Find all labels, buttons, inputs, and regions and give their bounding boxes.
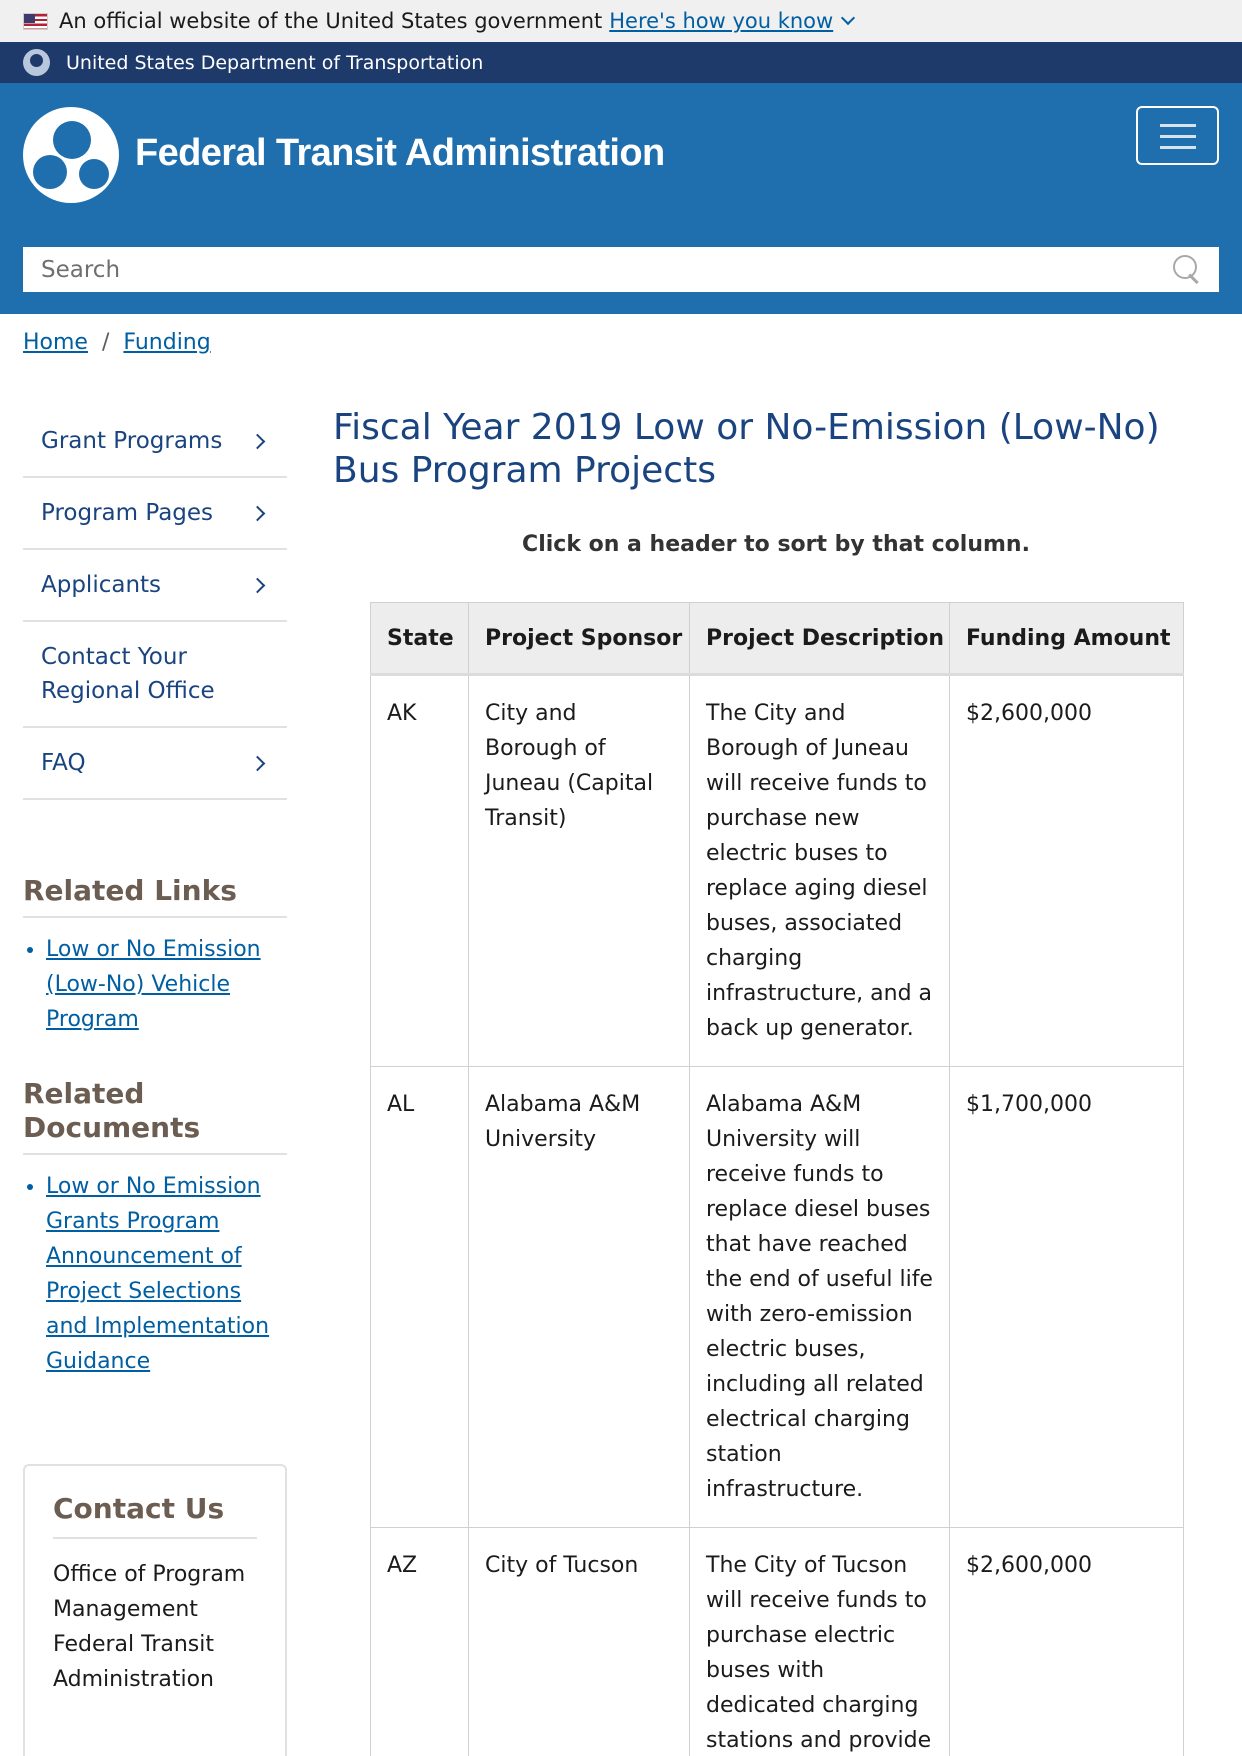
cell-state: AZ: [371, 1528, 469, 1756]
cell-amount: $2,600,000: [950, 675, 1184, 1067]
list-item: [46, 932, 287, 1037]
contact-us-box: [23, 1464, 287, 1756]
sidebar-item-faq[interactable]: [23, 728, 287, 800]
chevron-right-icon: [250, 434, 266, 450]
cell-sponsor: Alabama A&M University: [469, 1067, 690, 1528]
us-flag-icon: [23, 13, 48, 30]
table-row: [371, 1067, 1184, 1528]
chevron-right-icon: [250, 578, 266, 594]
search-icon[interactable]: [1173, 255, 1201, 285]
site-header: [0, 83, 1242, 314]
cell-amount: $1,700,000: [950, 1067, 1184, 1528]
contact-us-heading: Contact Us: [53, 1492, 257, 1539]
dot-bar: [0, 42, 1242, 83]
sidebar-item-label: Grant Programs: [41, 428, 223, 454]
gov-banner: [0, 0, 1242, 42]
sidebar-item-contact-regional-office[interactable]: [23, 622, 287, 728]
breadcrumb-home[interactable]: Home: [23, 330, 88, 355]
cell-sponsor: City of Tucson: [469, 1528, 690, 1756]
table-row: [371, 1528, 1184, 1756]
cell-state: AK: [371, 675, 469, 1067]
contact-agency: Federal Transit Administration: [53, 1632, 214, 1692]
fta-logo-icon[interactable]: [23, 107, 119, 203]
sidebar-item-label: Applicants: [41, 572, 162, 598]
list-item: [46, 1169, 287, 1379]
chevron-right-icon: [250, 756, 266, 772]
dot-bar-text[interactable]: United States Department of Transportation: [66, 51, 484, 74]
sort-hint: Click on a header to sort by that column.: [522, 532, 1030, 557]
sidebar-item-label: FAQ: [41, 750, 86, 776]
header-project-description[interactable]: Project Description: [690, 603, 950, 675]
header-state[interactable]: State: [371, 603, 469, 675]
contact-office: Office of Program Management: [53, 1562, 246, 1622]
related-link-low-no-program[interactable]: Low or No Emission (Low-No) Vehicle Program: [46, 937, 261, 1032]
related-links-heading: Related Links: [23, 874, 287, 918]
related-documents-list: [23, 1169, 287, 1379]
sidebar-item-program-pages[interactable]: [23, 478, 287, 550]
cell-sponsor: City and Borough of Juneau (Capital Transit): [469, 675, 690, 1067]
projects-table: [370, 602, 1184, 1756]
related-document-announcement[interactable]: Low or No Emission Grants Program Announcement of Project Selections and Implementation Guidance: [46, 1174, 270, 1374]
cell-description: The City and Borough of Juneau will receive funds to purchase new electric buses to replace aging diesel buses, associated charging infrastructure, and a back up generator.: [690, 675, 950, 1067]
site-title[interactable]: Federal Transit Administration: [135, 132, 665, 174]
table-header-row: [371, 603, 1184, 675]
table-row: [371, 675, 1184, 1067]
cell-state: AL: [371, 1067, 469, 1528]
heres-how-you-know-link[interactable]: Here's how you know: [609, 9, 834, 33]
breadcrumb-funding[interactable]: Funding: [123, 330, 211, 355]
sidebar-nav: [23, 406, 287, 1379]
sidebar-item-grant-programs[interactable]: [23, 406, 287, 478]
cell-description: The City of Tucson will receive funds to purchase electric buses with dedicated charging stations and provide: [690, 1528, 950, 1756]
chevron-down-icon[interactable]: [841, 11, 855, 25]
contact-us-body: [53, 1557, 257, 1697]
related-documents-heading: Related Documents: [23, 1077, 287, 1155]
related-links-list: [23, 932, 287, 1037]
breadcrumb: [23, 330, 211, 355]
hamburger-icon: [1160, 124, 1196, 127]
menu-button[interactable]: [1136, 106, 1219, 165]
header-project-sponsor[interactable]: Project Sponsor: [469, 603, 690, 675]
breadcrumb-separator: /: [101, 330, 110, 355]
sidebar-item-label: Contact Your Regional Office: [41, 644, 215, 704]
gov-banner-text: An official website of the United States government: [59, 9, 603, 33]
page-title: Fiscal Year 2019 Low or No-Emission (Low-No) Bus Program Projects: [333, 407, 1160, 491]
search-input[interactable]: [23, 247, 1219, 292]
chevron-right-icon: [250, 506, 266, 522]
cell-description: Alabama A&M University will receive funds to replace diesel buses that have reached the end of useful life with zero-emission electric buses, including all related electrical charging station infrastructure.: [690, 1067, 950, 1528]
header-funding-amount[interactable]: Funding Amount: [950, 603, 1184, 675]
cell-amount: $2,600,000: [950, 1528, 1184, 1756]
search-bar: [23, 247, 1219, 292]
sidebar-item-applicants[interactable]: [23, 550, 287, 622]
sidebar-item-label: Program Pages: [41, 500, 214, 526]
dot-logo-icon[interactable]: [23, 49, 50, 76]
